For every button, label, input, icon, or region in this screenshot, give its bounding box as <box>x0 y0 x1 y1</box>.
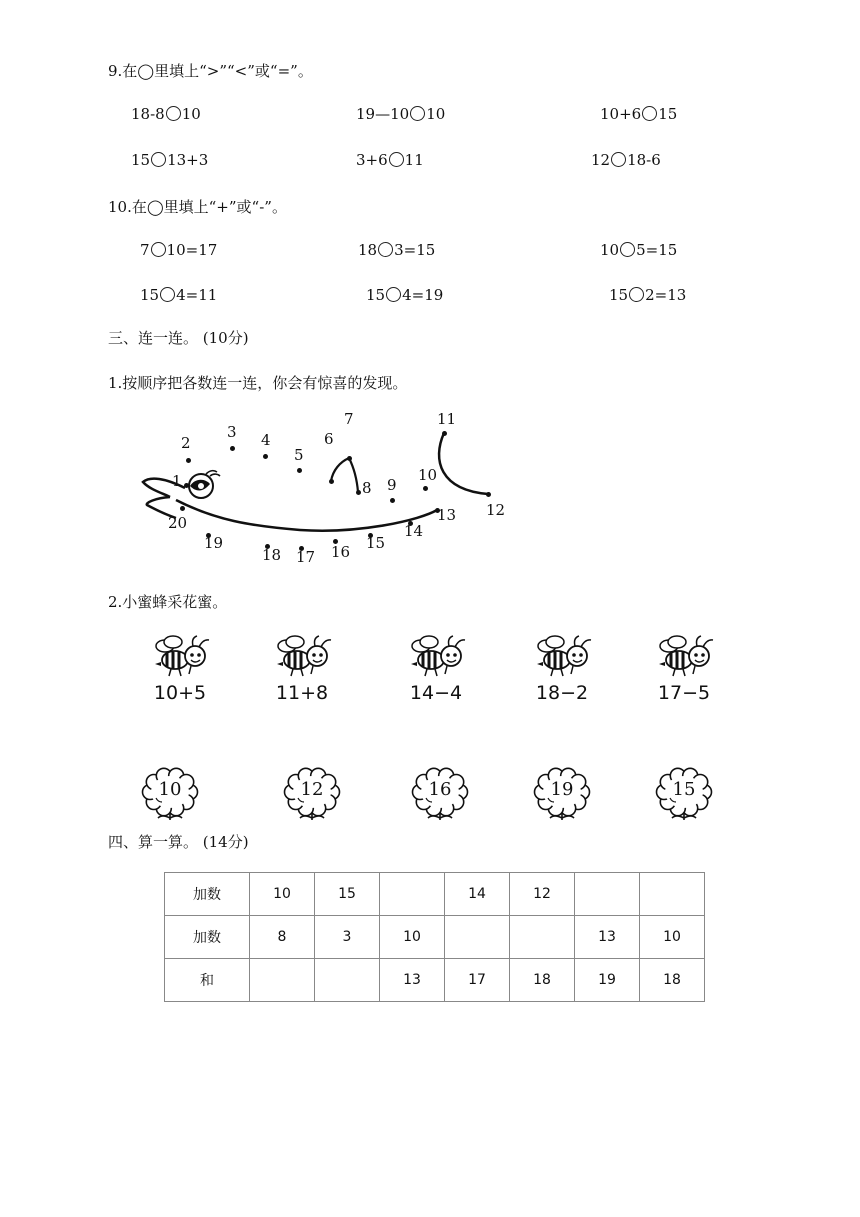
dot-8[interactable] <box>356 490 361 495</box>
table-cell: 13 <box>380 959 445 1002</box>
fish-fin-6-7 <box>331 458 349 481</box>
dot-label: 10 <box>418 466 438 484</box>
q10-item-3: 10 5=15 <box>600 241 678 259</box>
bee-card[interactable] <box>530 636 600 704</box>
flower-card[interactable] <box>656 768 712 822</box>
dot-label: 14 <box>404 522 424 540</box>
table-cell: 18 <box>510 959 575 1002</box>
bee-expression: 10+5 <box>153 682 207 704</box>
table-cell-blank[interactable] <box>445 916 510 959</box>
dot-label: 5 <box>294 446 304 464</box>
q9-title: 9.在◯里填上“>”“<”或“=”。 <box>108 62 313 80</box>
dot-5[interactable] <box>297 468 302 473</box>
table-cell-blank[interactable] <box>250 959 315 1002</box>
table-cell-blank[interactable] <box>575 873 640 916</box>
bee-card[interactable] <box>270 636 340 704</box>
table-cell: 15 <box>315 873 380 916</box>
dot-6[interactable] <box>329 479 334 484</box>
q9-item-5: 3+6 11 <box>356 151 424 169</box>
table-cell-blank[interactable] <box>315 959 380 1002</box>
flower-number: 12 <box>300 779 324 800</box>
dot-2[interactable] <box>186 458 191 463</box>
dot-label: 1 <box>172 472 182 490</box>
bee-expression: 14−4 <box>409 682 463 704</box>
dot-20[interactable] <box>180 506 185 511</box>
table-row-addend-1 <box>165 873 705 916</box>
bee-card[interactable] <box>652 636 722 704</box>
table-cell: 12 <box>510 873 575 916</box>
dot-10[interactable] <box>423 486 428 491</box>
bee-icon <box>270 636 340 684</box>
dot-label: 7 <box>344 410 354 428</box>
flower-card[interactable] <box>284 768 340 822</box>
section3-q2-title: 2.小蜜蜂采花蜜。 <box>108 593 228 611</box>
q10-item-2: 18 3=15 <box>358 241 436 259</box>
bee-card[interactable] <box>148 636 218 704</box>
dot-label: 17 <box>296 548 316 566</box>
dot-3[interactable] <box>230 446 235 451</box>
section3-title: 三、连一连。 (10分) <box>108 329 249 347</box>
bee-expression: 11+8 <box>275 682 329 704</box>
table-cell: 10 <box>380 916 445 959</box>
dot-label: 4 <box>261 431 271 449</box>
flower-number: 19 <box>550 779 574 800</box>
dot-1[interactable] <box>184 483 189 488</box>
q10-title: 10.在◯里填上“+”或“-”。 <box>108 198 287 216</box>
table-cell: 加数 <box>165 916 250 959</box>
dot-label: 6 <box>324 430 334 448</box>
fish-tail-10-12 <box>439 433 488 494</box>
table-cell: 3 <box>315 916 380 959</box>
flower-card[interactable] <box>412 768 468 822</box>
q9-item-3: 10+6 15 <box>600 105 678 123</box>
bee-card[interactable] <box>404 636 474 704</box>
dot-label: 3 <box>227 423 237 441</box>
bee-icon <box>148 636 218 684</box>
table-cell: 13 <box>575 916 640 959</box>
table-cell: 10 <box>640 916 705 959</box>
bee-icon <box>652 636 722 684</box>
dot-label: 18 <box>262 546 282 564</box>
dot-label: 20 <box>168 514 188 532</box>
table-cell: 和 <box>165 959 250 1002</box>
dot-label: 11 <box>437 410 457 428</box>
flower-number: 10 <box>158 779 182 800</box>
bee-icon <box>530 636 600 684</box>
dot-label: 2 <box>181 434 191 452</box>
dot-12[interactable] <box>486 492 491 497</box>
flower-number: 15 <box>672 779 696 800</box>
dot-4[interactable] <box>263 454 268 459</box>
table-cell: 14 <box>445 873 510 916</box>
q9-item-4: 15 13+3 <box>131 151 209 169</box>
dot-9[interactable] <box>390 498 395 503</box>
flower-card[interactable] <box>142 768 198 822</box>
table-cell: 18 <box>640 959 705 1002</box>
bee-icon <box>404 636 474 684</box>
q9-item-6: 12 18-6 <box>591 151 661 169</box>
table-cell: 19 <box>575 959 640 1002</box>
flower-card[interactable] <box>534 768 590 822</box>
dot-label: 16 <box>331 543 351 561</box>
fish-body-curve <box>176 500 437 531</box>
bee-expression: 18−2 <box>535 682 589 704</box>
flower-number: 16 <box>428 779 452 800</box>
table-cell-blank[interactable] <box>380 873 445 916</box>
table-row-addend-2 <box>165 916 705 959</box>
table-cell: 10 <box>250 873 315 916</box>
section3-q1-title: 1.按顺序把各数连一连，你会有惊喜的发现。 <box>108 374 408 392</box>
dot-label: 9 <box>387 476 397 494</box>
q10-item-6: 15 2=13 <box>609 286 687 304</box>
section4-title: 四、算一算。 (14分) <box>108 833 249 851</box>
dot-label: 15 <box>366 534 386 552</box>
table-cell-blank[interactable] <box>640 873 705 916</box>
bee-expression: 17−5 <box>657 682 711 704</box>
dot-7[interactable] <box>347 456 352 461</box>
q10-item-5: 15 4=19 <box>366 286 444 304</box>
dot-label: 13 <box>437 506 457 524</box>
dot-11[interactable] <box>442 431 447 436</box>
table-cell: 加数 <box>165 873 250 916</box>
table-cell: 8 <box>250 916 315 959</box>
q10-item-4: 15 4=11 <box>140 286 218 304</box>
q9-item-2: 19—10 10 <box>356 105 446 123</box>
dot-label: 19 <box>204 534 224 552</box>
table-row-sum <box>165 959 705 1002</box>
dot-label: 8 <box>362 479 372 497</box>
q9-item-1: 18-8 10 <box>131 105 201 123</box>
dot-label: 12 <box>486 501 506 519</box>
q10-item-1: 7 10=17 <box>140 241 218 259</box>
fish-fin-7-8 <box>349 458 358 492</box>
table-cell: 17 <box>445 959 510 1002</box>
fish-eye <box>189 471 220 498</box>
table-cell-blank[interactable] <box>510 916 575 959</box>
addition-table <box>164 872 705 1002</box>
